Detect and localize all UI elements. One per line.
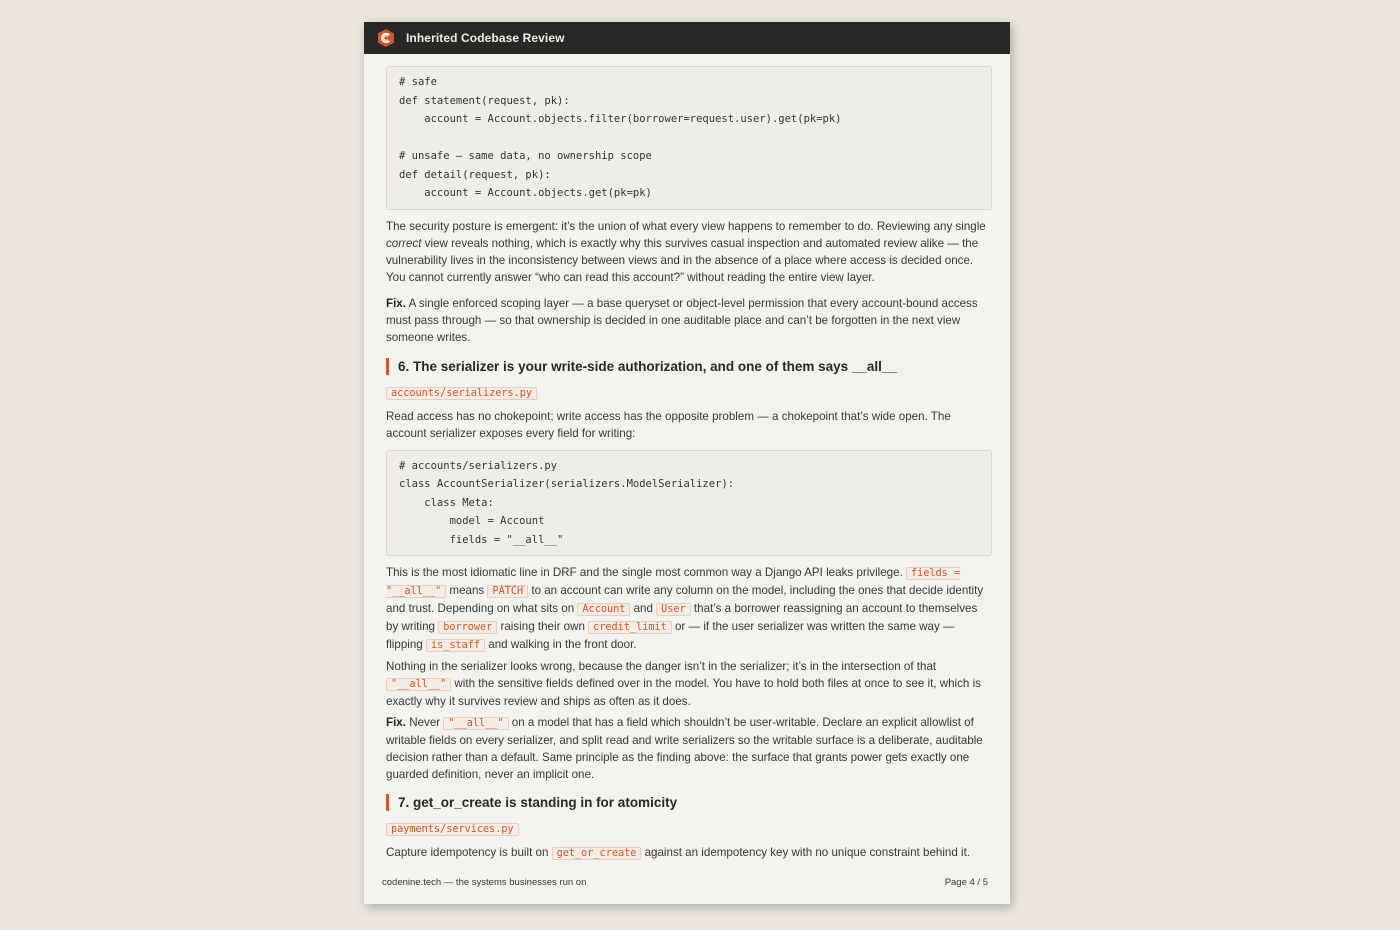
page-header: [364, 22, 1010, 54]
file-path-services: payments/services.py: [386, 819, 992, 838]
code-block-views: # safe def statement(request, pk): account = Account.objects.filter(borrower=request.user).get(pk=pk) # unsafe — same data, no ownership scope def detail(request, pk): account = Account.objects.get(pk=pk): [386, 66, 992, 210]
section-6-heading: 6. The serializer is your write-side authorization, and one of them says __all__: [386, 358, 992, 375]
fix-paragraph-2: Fix. Never "__all__" on a model that has a field which shouldn’t be user-writable. Declare an explicit allowlist of writable fields on every serializer, and split read and write serializers so the writable surface is a deliberate, auditable decision rather than a default. Same principle as the finding above: the surface that grants power gets exactly one guarded definition, never an implicit one.: [386, 716, 983, 781]
fix-label: Fix.: [386, 716, 406, 729]
fix-paragraph-1: Fix. A single enforced scoping layer — a base queryset or object-level permission that every account-bound access must pass through — so that ownership is decided in one auditable place and can’t be forgotten in the next view someone writes.: [386, 296, 978, 344]
paragraph-drf-idiom: This is the most idiomatic line in DRF and the single most common way a Django API leaks privilege. fields = "__all__" means PATCH to an account can write any column on the model, including the ones that decide identity and trust. Depending on what sits on Account and User that’s a borrower reassigning an account to themselves by writing borrower raising their own credit_limit or — if the user serializer was written the same way — flipping is_staff and walking in the front door.: [386, 566, 984, 651]
file-path-serializers: accounts/serializers.py: [386, 383, 992, 402]
document-page: [364, 22, 1010, 904]
codenine-logo-icon: [376, 28, 396, 48]
code-block-serializer: # accounts/serializers.py class AccountSerializer(serializers.ModelSerializer): class Meta: model = Account fields = "__all__": [386, 450, 992, 557]
section-7-intro: Capture idempotency is built on get_or_create against an idempotency key with no unique constraint behind it.: [386, 846, 971, 859]
footer-brand: codenine.tech — the systems businesses run on: [382, 877, 587, 888]
fix-label: Fix.: [386, 296, 406, 310]
paragraph-intersection: Nothing in the serializer looks wrong, because the danger isn’t in the serializer; it’s in the intersection of that "__all__" with the sensitive fields defined over in the model. You have to hold both files at once to see it, which is exactly why it survives review and ships as often as it does.: [386, 660, 981, 708]
page-number: Page 4 / 5: [944, 877, 988, 888]
document-title: Inherited Codebase Review: [406, 31, 565, 45]
section-7-heading: 7. get_or_create is standing in for atomicity: [386, 794, 992, 811]
paragraph-security-posture: The security posture is emergent: it’s the union of what every view happens to remember to do. Reviewing any single correct view reveals nothing, which is exactly why this survives casual inspection and automated review alike — the vulnerability lives in the inconsistency between views and in the absence of a place where access is decided once. You cannot currently answer “who can read this account?” without reading the entire view layer.: [386, 219, 986, 284]
page-content: [386, 66, 992, 862]
section-6-intro: Read access has no chokepoint; write access has the opposite problem — a chokepoint that’s wide open. The account serializer exposes every field for writing:: [386, 409, 951, 440]
